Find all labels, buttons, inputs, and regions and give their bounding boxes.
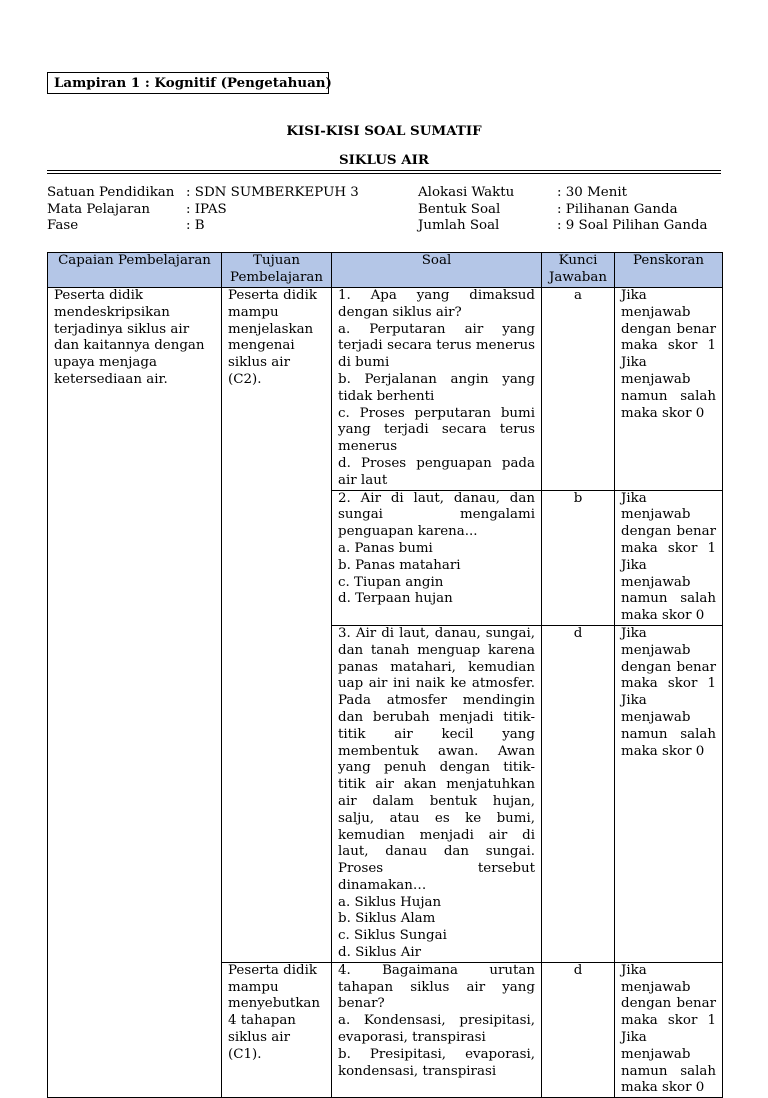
meta-satuan-value: : SDN SUMBERKEPUH 3 (186, 185, 359, 200)
meta-jumlah (418, 218, 708, 235)
header-kunci: Kunci Jawaban (542, 253, 615, 288)
soal-cell-4 (332, 962, 542, 1097)
answer-option: d. Proses penguapan pada air laut (338, 455, 535, 488)
answer-key: d (573, 962, 583, 978)
answer-option: d. Terpaan hujan (338, 591, 453, 607)
meta-jumlah-value: : 9 Soal Pilihan Ganda (557, 218, 708, 233)
answer-option: c. Tiupan angin (338, 574, 444, 590)
soal-cell-1 (332, 288, 542, 491)
answer-option: d. Siklus Air (338, 945, 422, 961)
document-subtitle: SIKLUS AIR (338, 152, 430, 168)
meta-bentuk (418, 202, 678, 219)
question-stem: 3. Air di laut, danau, sungai, dan tanah menguap karena panas matahari, kemudian uap air ini naik ke atmosfer. Pada atmosfer mendingin dan berubah menjadi titik-titik air kecil yang membentuk awan. Awan yang penuh dengan titik-titik air akan menjatuhkan air dalam bentuk hujan, salju, atau es ke bumi, kemudian menjadi air di laut, danau dan sungai. Proses tersebut dinamakan… (338, 625, 535, 893)
meta-alokasi-value: : 30 Menit (557, 185, 627, 200)
answer-key: d (573, 625, 583, 641)
score-text: Jika menjawab dengan benar maka skor 1 Jika menjawab namun salah maka skor 0 (621, 962, 716, 1096)
document-title: KISI-KISI SOAL SUMATIF (286, 123, 482, 139)
tujuan-cell-2 (222, 962, 332, 1097)
soal-cell-3 (332, 625, 542, 962)
meta-fase (47, 218, 205, 235)
answer-option: a. Panas bumi (338, 540, 433, 556)
capaian-cell (48, 288, 222, 1098)
kunci-cell-1 (542, 288, 615, 491)
answer-option: b. Perjalanan angin yang tidak berhenti (338, 371, 535, 404)
answer-option: c. Siklus Sungai (338, 928, 447, 944)
soal-cell-2 (332, 490, 542, 625)
table-header-row (48, 253, 723, 288)
tujuan-cell-1 (222, 288, 332, 963)
question-stem: 1. Apa yang dimaksud dengan siklus air? (338, 288, 535, 320)
score-text: Jika menjawab dengan benar maka skor 1 Jika menjawab namun salah maka skor 0 (621, 490, 716, 624)
table-row (48, 288, 723, 491)
answer-key: b (573, 490, 583, 506)
meta-satuan-label: Satuan Pendidikan (47, 185, 175, 200)
penskoran-cell-3 (615, 625, 723, 962)
penskoran-cell-2 (615, 490, 723, 625)
meta-bentuk-label: Bentuk Soal (418, 202, 501, 217)
capaian-text: Peserta didik mendeskripsikan terjadinya siklus air dan kaitannya dengan upaya menjaga ketersediaan air. (54, 288, 205, 387)
question-stem: 4. Bagaimana urutan tahapan siklus air yang benar? (338, 962, 535, 1012)
meta-mapel-value: : IPAS (186, 202, 227, 217)
penskoran-cell-1 (615, 288, 723, 491)
penskoran-cell-4 (615, 962, 723, 1097)
tujuan-text-1: Peserta didik mampu menjelaskan mengenai siklus air (C2). (228, 288, 317, 387)
tujuan-text-2: Peserta didik mampu menyebutkan 4 tahapan siklus air (C1). (228, 962, 321, 1062)
header-soal: Soal (332, 253, 542, 288)
answer-option: a. Perputaran air yang terjadi secara terus menerus di bumi (338, 321, 535, 371)
answer-key: a (574, 288, 582, 303)
meta-bentuk-value: : Pilihanan Ganda (557, 202, 678, 217)
meta-mapel (47, 202, 227, 219)
answer-option: a. Siklus Hujan (338, 894, 442, 910)
meta-jumlah-label: Jumlah Soal (418, 218, 500, 233)
meta-fase-value: : B (186, 218, 205, 233)
header-tujuan: Tujuan Pembelajaran (222, 253, 332, 288)
kunci-cell-3 (542, 625, 615, 962)
answer-option: b. Presipitasi, evaporasi, kondensasi, transpirasi (338, 1046, 535, 1079)
meta-alokasi (418, 185, 627, 202)
attachment-label: Lampiran 1 : Kognitif (Pengetahuan) (47, 72, 329, 94)
title-rule-bottom (47, 173, 721, 174)
score-text: Jika menjawab dengan benar maka skor 1 Jika menjawab namun salah maka skor 0 (621, 288, 716, 421)
meta-alokasi-label: Alokasi Waktu (418, 185, 515, 200)
question-stem: 2. Air di laut, danau, dan sungai mengalami penguapan karena... (338, 490, 535, 540)
title-rule-top (47, 170, 721, 171)
kunci-cell-4 (542, 962, 615, 1097)
answer-option: b. Panas matahari (338, 557, 461, 573)
meta-satuan (47, 185, 359, 202)
meta-mapel-label: Mata Pelajaran (47, 202, 151, 217)
answer-option: b. Siklus Alam (338, 911, 436, 927)
score-text: Jika menjawab dengan benar maka skor 1 Jika menjawab namun salah maka skor 0 (621, 625, 716, 759)
answer-option: c. Proses perputaran bumi yang terjadi secara terus menerus (338, 405, 535, 455)
header-capaian: Capaian Pembelajaran (48, 253, 222, 288)
kunci-cell-2 (542, 490, 615, 625)
kisi-table (47, 252, 723, 1098)
meta-fase-label: Fase (47, 218, 79, 233)
answer-option: a. Kondensasi, presipitasi, evaporasi, transpirasi (338, 1013, 535, 1046)
header-penskoran: Penskoran (615, 253, 723, 288)
